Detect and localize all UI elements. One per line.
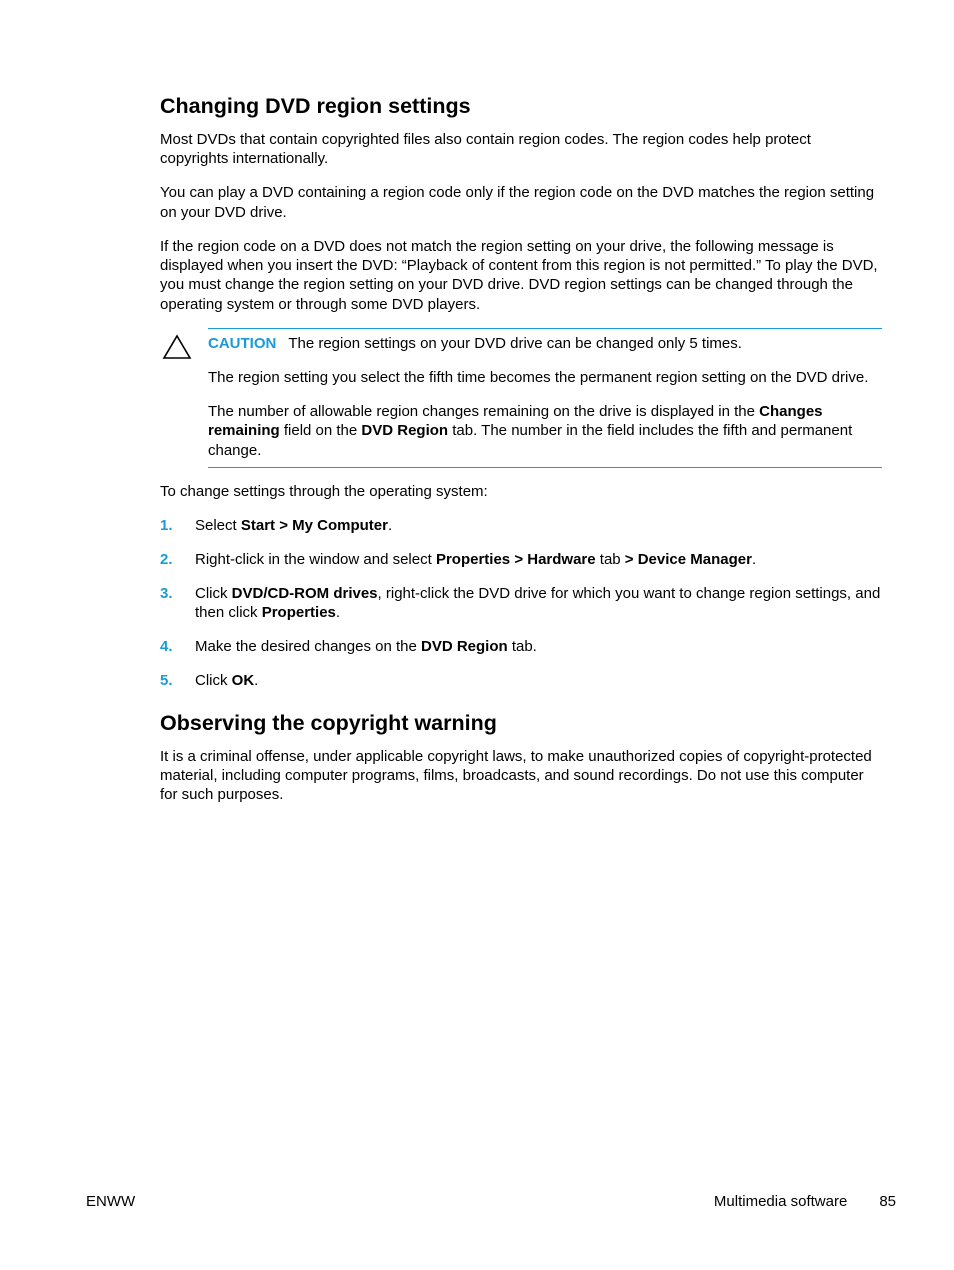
caution-text: The region settings on your DVD drive can be changed only 5 times. [288,335,742,353]
text-run: Select [195,517,241,535]
text-run: Click [195,672,232,690]
text-run-bold: OK [231,672,255,690]
step-number: 5. [160,672,173,690]
footer-right [714,1192,896,1211]
text-run-bold: Start > My Computer [240,517,388,535]
list-item [160,637,882,656]
text-run-bold: Changes remaining [208,403,823,440]
warning-triangle-icon [162,334,192,360]
list-item [160,516,882,535]
text-run: , right-click the DVD drive for which you want to change region settings, and then click [195,585,881,622]
list-item [160,550,882,569]
caution-label: CAUTION [208,335,277,353]
text-run: The number of allowable region changes remaining on the drive is displayed in the [208,403,760,421]
section-heading-dvd-region: Changing DVD region settings [160,94,471,118]
list-item [160,671,882,690]
paragraph: Most DVDs that contain copyrighted files also contain region codes. The region codes help protect copyrights internationally. [160,131,811,168]
text-run: Make the desired changes on the [195,638,421,656]
caution-line [208,334,882,353]
steps-list [160,516,882,690]
step-number: 1. [160,517,173,535]
step-number: 4. [160,638,173,656]
caution-paragraph: The region setting you select the fifth time becomes the permanent region setting on the DVD drive. [208,369,869,387]
text-run: tab [595,551,625,569]
text-run: . [387,517,393,535]
text-run-bold: DVD Region [361,422,449,440]
paragraph: It is a criminal offense, under applicable copyright laws, to make unauthorized copies of copyright-protected material, including computer programs, films, broadcasts, and sound recordings. Do not use this computer for such purposes. [160,747,872,804]
text-run: field on the [279,422,362,440]
section-heading-copyright: Observing the copyright warning [160,710,497,735]
page-number: 85 [879,1193,896,1210]
text-run: . [254,672,259,690]
text-run: tab. The number in the field includes the fifth and permanent change. [208,422,853,459]
paragraph: If the region code on a DVD does not match the region setting on your drive, the following message is displayed when you insert the DVD: “Playback of content from this region is not permitted.” To play the DVD, you must change the region setting on your DVD drive. DVD region settings can be changed through the operating system or through some DVD players. [160,237,878,313]
caution-note [160,328,882,468]
step-number: 3. [160,585,173,602]
list-item [160,584,882,623]
text-run-bold: DVD Region [420,638,508,656]
text-run-bold: > Device Manager [624,551,752,569]
text-run-bold: Properties [261,604,336,622]
step-number: 2. [160,551,173,569]
caution-paragraph [208,402,882,460]
steps-intro: To change settings through the operating system: [160,483,488,501]
caution-box [208,328,882,468]
text-run: Right-click in the window and select [195,551,436,569]
text-run: tab. [507,638,537,656]
footer-left: ENWW [86,1193,136,1210]
text-run: . [751,551,757,569]
text-run-bold: DVD/CD-ROM drives [231,585,378,602]
page-content [160,90,882,805]
footer-section: Multimedia software [713,1193,848,1210]
text-run: Click [195,585,232,602]
text-run-bold: Properties > Hardware [435,551,596,569]
paragraph: You can play a DVD containing a region code only if the region code on the DVD matches the region setting on your DVD drive. [160,184,875,221]
text-run: . [335,604,341,622]
